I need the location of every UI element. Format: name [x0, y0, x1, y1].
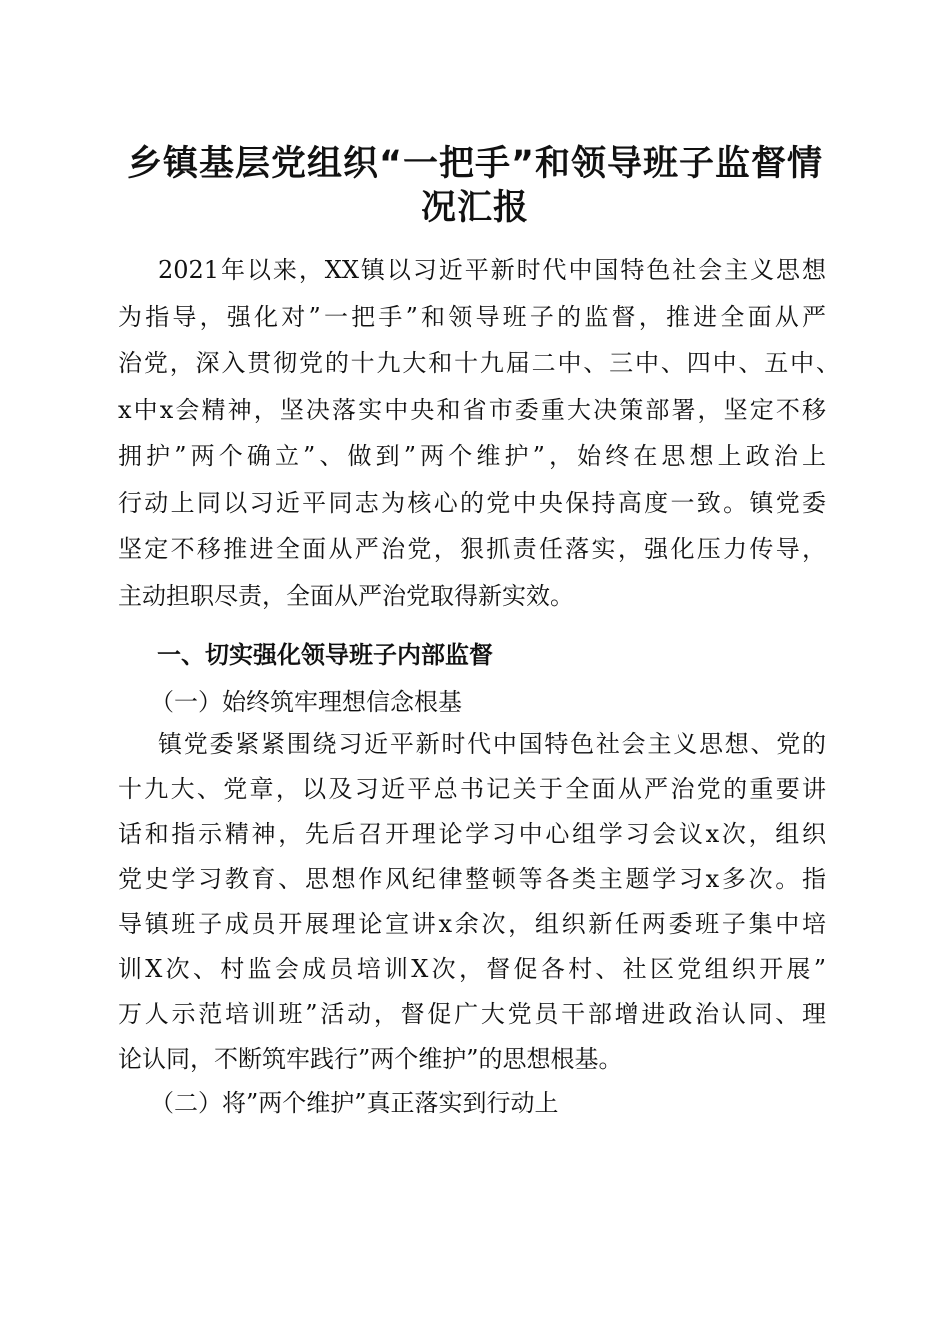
- section-heading: 一、切实强化领导班子内部监督: [157, 641, 493, 669]
- document-title-line2: 况汇报: [420, 188, 529, 228]
- paragraph-line: 坚定不移推进全面从严治党，狠抓责任落实，强化压力传导，: [118, 535, 826, 563]
- paragraph-line: 话和指示精神，先后召开理论学习中心组学习会议x次，组织: [118, 820, 826, 848]
- paragraph-line: 治党，深入贯彻党的十九大和十九届二中、三中、四中、五中、: [118, 349, 840, 377]
- paragraph-line: 万人示范培训班”活动，督促广大党员干部增进政治认同、理: [118, 1000, 826, 1028]
- paragraph-line: 主动担职尽责，全面从严治党取得新实效。: [118, 581, 574, 610]
- intro-paragraph: [118, 247, 840, 619]
- paragraph-line: 党史学习教育、思想作风纪律整顿等各类主题学习x多次。指: [118, 865, 826, 893]
- subsection-paragraph: [118, 722, 826, 1082]
- paragraph-line: 论认同，不断筑牢践行”两个维护”的思想根基。: [118, 1045, 623, 1073]
- paragraph-line: 十九大、党章，以及习近平总书记关于全面从严治党的重要讲: [118, 775, 826, 803]
- paragraph-line: 拥护”两个确立”、做到”两个维护”，始终在思想上政治上: [118, 442, 826, 470]
- paragraph-line: 行动上同以习近平同志为核心的党中央保持高度一致。镇党委: [118, 488, 826, 517]
- paragraph-line: 2021年以来，XX镇以习近平新时代中国特色社会主义思想: [158, 256, 826, 284]
- subsection-heading: （二）将”两个维护”真正落实到行动上: [150, 1089, 559, 1117]
- document-title-line1: 乡镇基层党组织“一把手”和领导班子监督情: [126, 144, 823, 184]
- paragraph-line: x中x会精神，坚决落实中央和省市委重大决策部署，坚定不移: [118, 395, 826, 424]
- paragraph-line: 为指导，强化对”一把手”和领导班子的监督，推进全面从严: [118, 302, 826, 331]
- paragraph-line: 镇党委紧紧围绕习近平新时代中国特色社会主义思想、党的: [158, 730, 826, 758]
- paragraph-line: 导镇班子成员开展理论宣讲x余次，组织新任两委班子集中培: [118, 910, 826, 938]
- paragraph-line: 训X次、村监会成员培训X次，督促各村、社区党组织开展”: [118, 955, 826, 983]
- subsection-heading: （一）始终筑牢理想信念根基: [150, 688, 462, 716]
